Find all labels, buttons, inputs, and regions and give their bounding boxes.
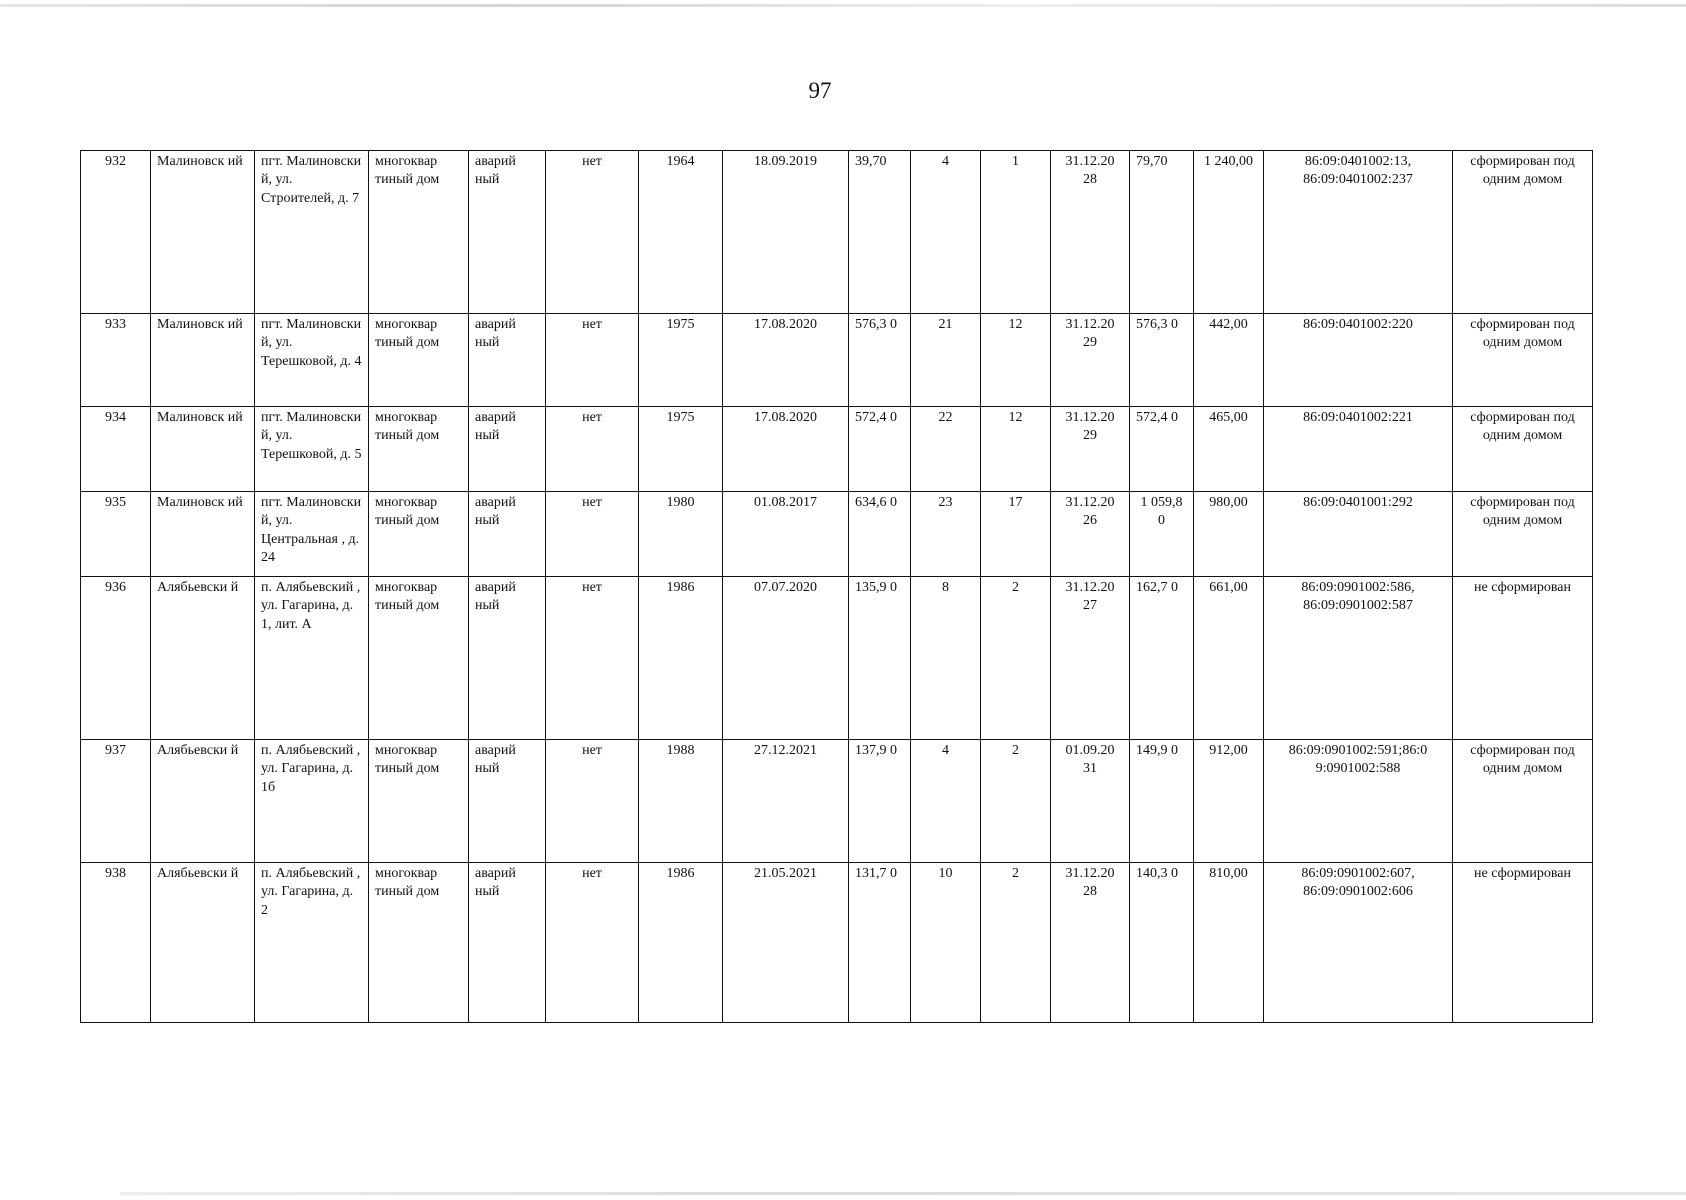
status-cell: не сформирован (1453, 863, 1593, 1023)
condition-cell: аварий ный (469, 314, 546, 407)
land-area-cell: 442,00 (1194, 314, 1264, 407)
area2-cell: 572,4 0 (1130, 407, 1194, 492)
date-cell: 17.08.2020 (723, 314, 849, 407)
deadline-cell: 31.12.20 26 (1051, 492, 1130, 577)
residents-cell: 23 (911, 492, 981, 577)
municipality-cell: Малиновск ий (151, 314, 255, 407)
premises-cell: 17 (981, 492, 1051, 577)
area-cell: 131,7 0 (849, 863, 911, 1023)
area-cell: 576,3 0 (849, 314, 911, 407)
cadastral-cell: 86:09:0901002:591;86:0 9:0901002:588 (1264, 740, 1453, 863)
cadastral-cell: 86:09:0401002:220 (1264, 314, 1453, 407)
address-cell: пгт. Малиновски й, ул. Терешковой, д. 4 (255, 314, 369, 407)
address-cell: пгт. Малиновски й, ул. Строителей, д. 7 (255, 151, 369, 314)
table-row (81, 863, 1593, 1023)
table-row (81, 577, 1593, 740)
area-cell: 572,4 0 (849, 407, 911, 492)
year-cell: 1988 (639, 740, 723, 863)
date-cell: 17.08.2020 (723, 407, 849, 492)
municipality-cell: Алябьевски й (151, 863, 255, 1023)
residents-cell: 22 (911, 407, 981, 492)
municipality-cell: Малиновск ий (151, 492, 255, 577)
row-number: 934 (81, 407, 151, 492)
status-cell: сформирован под одним домом (1453, 492, 1593, 577)
year-cell: 1975 (639, 314, 723, 407)
table-row (81, 740, 1593, 863)
deadline-cell: 31.12.20 29 (1051, 314, 1130, 407)
page-number: 97 (808, 78, 832, 103)
table-row (81, 151, 1593, 314)
residents-cell: 4 (911, 151, 981, 314)
premises-cell: 12 (981, 314, 1051, 407)
deadline-cell: 31.12.20 29 (1051, 407, 1130, 492)
area-cell: 137,9 0 (849, 740, 911, 863)
premises-cell: 12 (981, 407, 1051, 492)
condition-cell: аварий ный (469, 863, 546, 1023)
condition-cell: аварий ный (469, 740, 546, 863)
area2-cell: 1 059,8 0 (1130, 492, 1194, 577)
municipality-cell: Алябьевски й (151, 740, 255, 863)
cadastral-cell: 86:09:0401001:292 (1264, 492, 1453, 577)
row-number: 938 (81, 863, 151, 1023)
residents-cell: 4 (911, 740, 981, 863)
area2-cell: 149,9 0 (1130, 740, 1194, 863)
municipality-cell: Малиновск ий (151, 407, 255, 492)
flag-cell: нет (546, 314, 639, 407)
area2-cell: 576,3 0 (1130, 314, 1194, 407)
deadline-cell: 31.12.20 28 (1051, 863, 1130, 1023)
date-cell: 21.05.2021 (723, 863, 849, 1023)
condition-cell: аварий ный (469, 407, 546, 492)
land-area-cell: 661,00 (1194, 577, 1264, 740)
flag-cell: нет (546, 407, 639, 492)
flag-cell: нет (546, 863, 639, 1023)
flag-cell: нет (546, 577, 639, 740)
scan-edge-top (0, 4, 1686, 7)
building-type-cell: многоквар тиный дом (369, 740, 469, 863)
premises-cell: 1 (981, 151, 1051, 314)
area2-cell: 140,3 0 (1130, 863, 1194, 1023)
row-number: 937 (81, 740, 151, 863)
deadline-cell: 01.09.20 31 (1051, 740, 1130, 863)
building-type-cell: многоквар тиный дом (369, 151, 469, 314)
land-area-cell: 465,00 (1194, 407, 1264, 492)
cadastral-cell: 86:09:0401002:13, 86:09:0401002:237 (1264, 151, 1453, 314)
flag-cell: нет (546, 492, 639, 577)
deadline-cell: 31.12.20 28 (1051, 151, 1130, 314)
address-cell: п. Алябьевский , ул. Гагарина, д. 1б (255, 740, 369, 863)
land-area-cell: 912,00 (1194, 740, 1264, 863)
residents-cell: 8 (911, 577, 981, 740)
year-cell: 1964 (639, 151, 723, 314)
condition-cell: аварий ный (469, 151, 546, 314)
status-cell: сформирован под одним домом (1453, 407, 1593, 492)
municipality-cell: Алябьевски й (151, 577, 255, 740)
year-cell: 1975 (639, 407, 723, 492)
premises-cell: 2 (981, 740, 1051, 863)
condition-cell: аварий ный (469, 577, 546, 740)
area-cell: 39,70 (849, 151, 911, 314)
table-row (81, 314, 1593, 407)
date-cell: 01.08.2017 (723, 492, 849, 577)
cadastral-cell: 86:09:0401002:221 (1264, 407, 1453, 492)
area2-cell: 79,70 (1130, 151, 1194, 314)
year-cell: 1986 (639, 863, 723, 1023)
table-row (81, 407, 1593, 492)
status-cell: сформирован под одним домом (1453, 740, 1593, 863)
building-type-cell: многоквар тиный дом (369, 407, 469, 492)
cadastral-cell: 86:09:0901002:586, 86:09:0901002:587 (1264, 577, 1453, 740)
table-row (81, 492, 1593, 577)
cadastral-cell: 86:09:0901002:607, 86:09:0901002:606 (1264, 863, 1453, 1023)
residents-cell: 21 (911, 314, 981, 407)
area2-cell: 162,7 0 (1130, 577, 1194, 740)
row-number: 933 (81, 314, 151, 407)
area-cell: 634,6 0 (849, 492, 911, 577)
housing-register-table (80, 150, 1593, 1023)
address-cell: пгт. Малиновски й, ул. Терешковой, д. 5 (255, 407, 369, 492)
scan-edge-bottom (120, 1192, 1686, 1195)
premises-cell: 2 (981, 577, 1051, 740)
address-cell: п. Алябьевский , ул. Гагарина, д. 2 (255, 863, 369, 1023)
status-cell: сформирован под одним домом (1453, 314, 1593, 407)
row-number: 935 (81, 492, 151, 577)
building-type-cell: многоквар тиный дом (369, 314, 469, 407)
date-cell: 27.12.2021 (723, 740, 849, 863)
year-cell: 1986 (639, 577, 723, 740)
residents-cell: 10 (911, 863, 981, 1023)
row-number: 936 (81, 577, 151, 740)
building-type-cell: многоквар тиный дом (369, 863, 469, 1023)
date-cell: 18.09.2019 (723, 151, 849, 314)
deadline-cell: 31.12.20 27 (1051, 577, 1130, 740)
row-number: 932 (81, 151, 151, 314)
flag-cell: нет (546, 151, 639, 314)
area-cell: 135,9 0 (849, 577, 911, 740)
flag-cell: нет (546, 740, 639, 863)
condition-cell: аварий ный (469, 492, 546, 577)
year-cell: 1980 (639, 492, 723, 577)
building-type-cell: многоквар тиный дом (369, 492, 469, 577)
date-cell: 07.07.2020 (723, 577, 849, 740)
address-cell: п. Алябьевский , ул. Гагарина, д. 1, лит. А (255, 577, 369, 740)
status-cell: сформирован под одним домом (1453, 151, 1593, 314)
land-area-cell: 980,00 (1194, 492, 1264, 577)
land-area-cell: 810,00 (1194, 863, 1264, 1023)
land-area-cell: 1 240,00 (1194, 151, 1264, 314)
status-cell: не сформирован (1453, 577, 1593, 740)
building-type-cell: многоквар тиный дом (369, 577, 469, 740)
municipality-cell: Малиновск ий (151, 151, 255, 314)
address-cell: пгт. Малиновски й, ул. Центральная , д. 24 (255, 492, 369, 577)
premises-cell: 2 (981, 863, 1051, 1023)
